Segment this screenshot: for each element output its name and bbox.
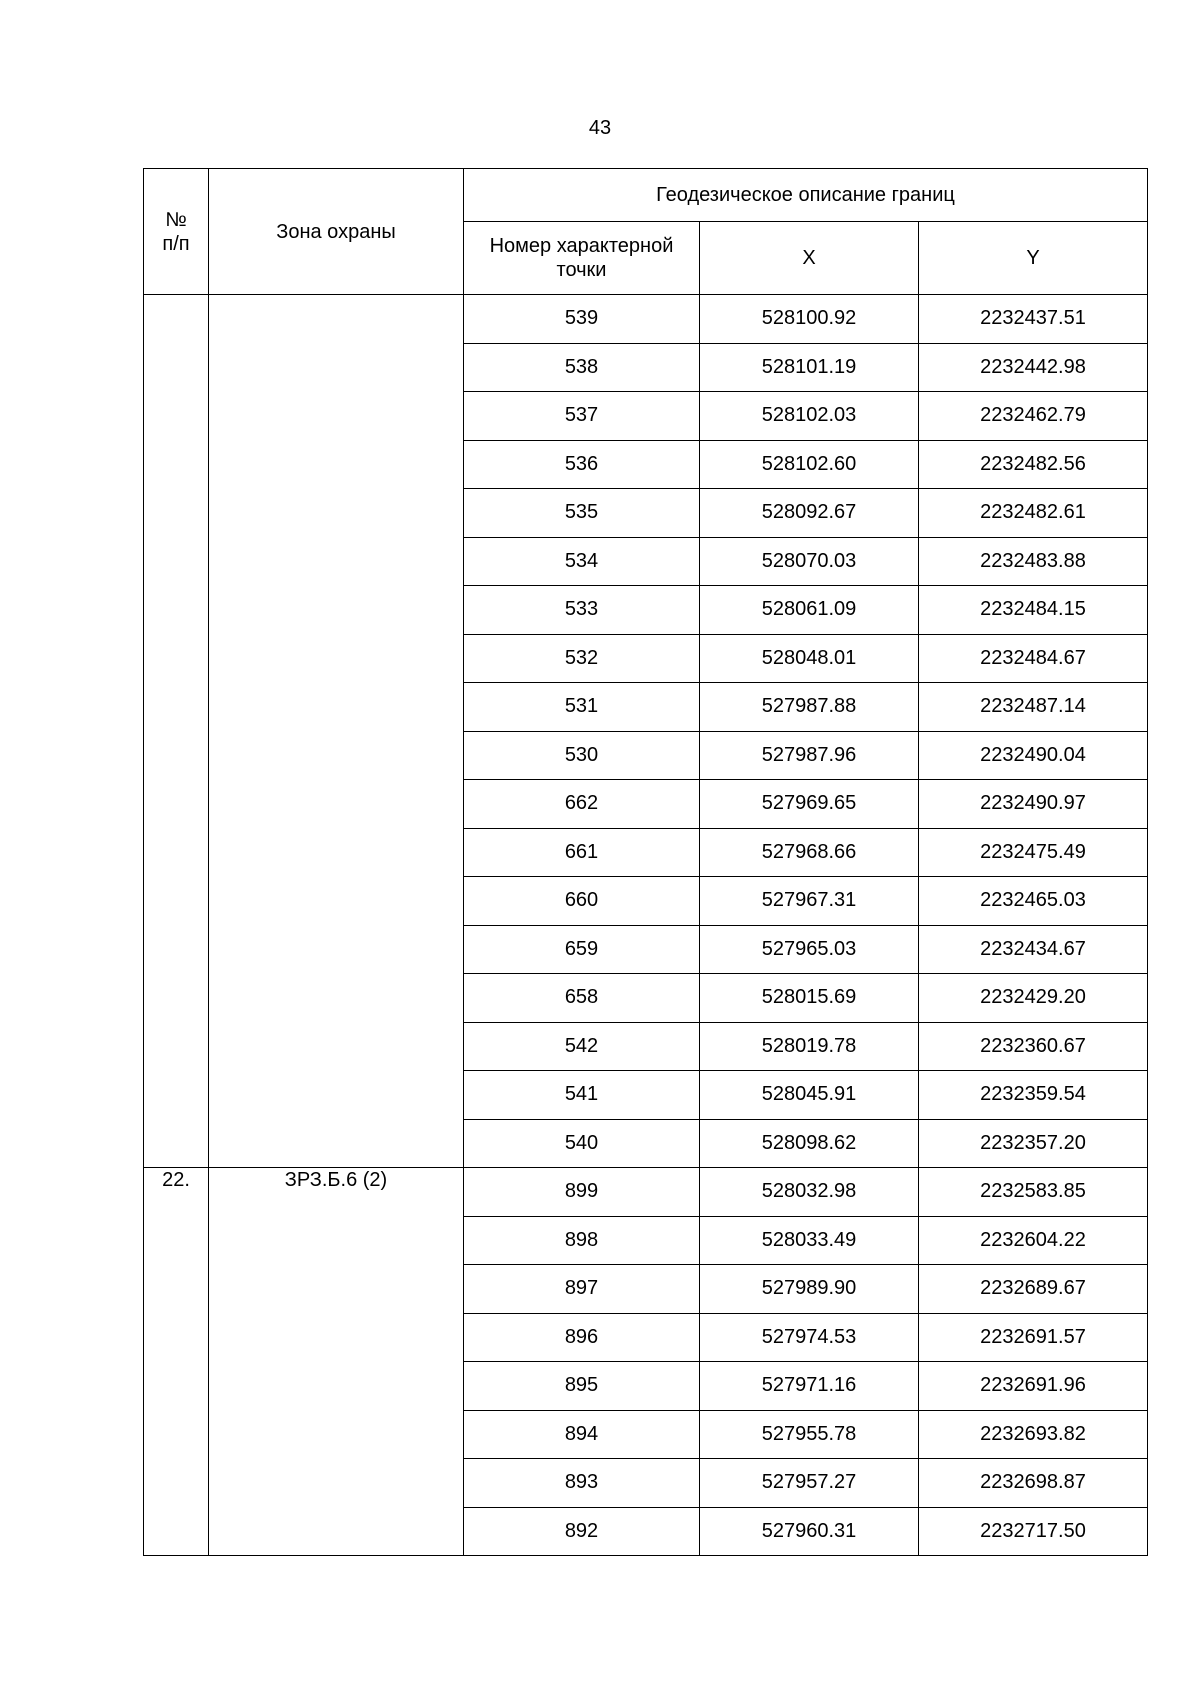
y-coordinate-cell: 2232484.67 [919,634,1148,683]
y-coordinate-cell: 2232698.87 [919,1459,1148,1508]
x-coordinate-cell: 528061.09 [700,586,919,635]
y-coordinate-cell: 2232483.88 [919,537,1148,586]
y-coordinate-cell: 2232360.67 [919,1022,1148,1071]
y-coordinate-cell: 2232434.67 [919,925,1148,974]
y-coordinate-cell: 2232482.56 [919,440,1148,489]
point-number-cell: 892 [464,1507,700,1556]
x-coordinate-cell: 527965.03 [700,925,919,974]
table-row [144,295,1148,344]
header-zone: Зона охраны [209,169,464,295]
x-coordinate-cell: 528101.19 [700,343,919,392]
y-coordinate-cell: 2232437.51 [919,295,1148,344]
x-coordinate-cell: 527968.66 [700,828,919,877]
y-coordinate-cell: 2232429.20 [919,974,1148,1023]
header-number-line2: п/п [162,232,190,255]
header-y: Y [919,222,1148,295]
page-number: 43 [588,117,612,139]
point-number-cell: 893 [464,1459,700,1508]
y-coordinate-cell: 2232604.22 [919,1216,1148,1265]
y-coordinate-cell: 2232462.79 [919,392,1148,441]
table-row [144,1168,1148,1217]
x-coordinate-cell: 527969.65 [700,780,919,829]
y-coordinate-cell: 2232583.85 [919,1168,1148,1217]
table-body [144,295,1148,1556]
point-number-cell: 540 [464,1119,700,1168]
zone-cell: ЗРЗ.Б.6 (2) [209,1168,464,1556]
x-coordinate-cell: 528048.01 [700,634,919,683]
point-number-cell: 898 [464,1216,700,1265]
x-coordinate-cell: 527971.16 [700,1362,919,1411]
point-number-cell: 533 [464,586,700,635]
point-number-cell: 660 [464,877,700,926]
y-coordinate-cell: 2232490.97 [919,780,1148,829]
x-coordinate-cell: 527987.96 [700,731,919,780]
point-number-cell: 899 [464,1168,700,1217]
point-number-cell: 895 [464,1362,700,1411]
x-coordinate-cell: 527955.78 [700,1410,919,1459]
geodetic-table [143,168,1148,1556]
x-coordinate-cell: 528102.03 [700,392,919,441]
point-number-cell: 542 [464,1022,700,1071]
header-point-number [464,222,700,295]
y-coordinate-cell: 2232689.67 [919,1265,1148,1314]
header-number-line1: № [165,208,187,231]
x-coordinate-cell: 528015.69 [700,974,919,1023]
x-coordinate-cell: 528032.98 [700,1168,919,1217]
point-number-cell: 534 [464,537,700,586]
header-point-line1: Номер характерной [489,235,674,257]
y-coordinate-cell: 2232717.50 [919,1507,1148,1556]
header-number [144,169,209,295]
x-coordinate-cell: 527974.53 [700,1313,919,1362]
point-number-cell: 537 [464,392,700,441]
y-coordinate-cell: 2232465.03 [919,877,1148,926]
point-number-cell: 538 [464,343,700,392]
y-coordinate-cell: 2232490.04 [919,731,1148,780]
y-coordinate-cell: 2232693.82 [919,1410,1148,1459]
point-number-cell: 536 [464,440,700,489]
x-coordinate-cell: 528019.78 [700,1022,919,1071]
x-coordinate-cell: 528045.91 [700,1071,919,1120]
row-number-cell [144,295,209,1168]
point-number-cell: 897 [464,1265,700,1314]
point-number-cell: 531 [464,683,700,732]
x-coordinate-cell: 527957.27 [700,1459,919,1508]
x-coordinate-cell: 528100.92 [700,295,919,344]
x-coordinate-cell: 527987.88 [700,683,919,732]
point-number-cell: 535 [464,489,700,538]
header-point-line2: точки [556,259,607,281]
x-coordinate-cell: 527989.90 [700,1265,919,1314]
x-coordinate-cell: 527967.31 [700,877,919,926]
point-number-cell: 530 [464,731,700,780]
x-coordinate-cell: 528033.49 [700,1216,919,1265]
point-number-cell: 896 [464,1313,700,1362]
y-coordinate-cell: 2232691.96 [919,1362,1148,1411]
point-number-cell: 662 [464,780,700,829]
y-coordinate-cell: 2232357.20 [919,1119,1148,1168]
point-number-cell: 659 [464,925,700,974]
x-coordinate-cell: 527960.31 [700,1507,919,1556]
point-number-cell: 532 [464,634,700,683]
y-coordinate-cell: 2232482.61 [919,489,1148,538]
x-coordinate-cell: 528102.60 [700,440,919,489]
point-number-cell: 658 [464,974,700,1023]
header-geodetic-description: Геодезическое описание границ [464,169,1148,222]
y-coordinate-cell: 2232359.54 [919,1071,1148,1120]
point-number-cell: 894 [464,1410,700,1459]
y-coordinate-cell: 2232484.15 [919,586,1148,635]
header-x: X [700,222,919,295]
x-coordinate-cell: 528092.67 [700,489,919,538]
x-coordinate-cell: 528070.03 [700,537,919,586]
y-coordinate-cell: 2232442.98 [919,343,1148,392]
x-coordinate-cell: 528098.62 [700,1119,919,1168]
point-number-cell: 541 [464,1071,700,1120]
y-coordinate-cell: 2232475.49 [919,828,1148,877]
point-number-cell: 539 [464,295,700,344]
row-number-cell: 22. [144,1168,209,1556]
point-number-cell: 661 [464,828,700,877]
zone-cell [209,295,464,1168]
y-coordinate-cell: 2232487.14 [919,683,1148,732]
y-coordinate-cell: 2232691.57 [919,1313,1148,1362]
